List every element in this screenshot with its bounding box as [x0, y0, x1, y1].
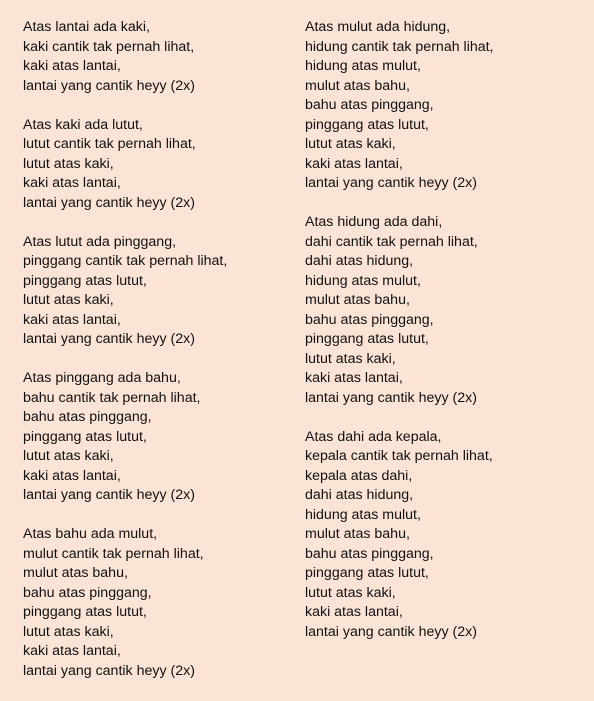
lyric-line: pinggang cantik tak pernah lihat,: [23, 253, 228, 269]
lyric-line: mulut atas bahu,: [305, 77, 410, 94]
lyric-line: lantai yang cantik heyy (2x): [305, 175, 477, 191]
stanza: [23, 369, 293, 506]
lyric-line: dahi atas hidung,: [305, 253, 414, 269]
lyric-line: kaki atas lantai,: [23, 467, 121, 484]
lyric-line: mulut cantik tak pernah lihat,: [23, 545, 204, 562]
lyric-line: Atas lantai ada kaki,: [23, 19, 150, 35]
lyric-line: kaki atas lantai,: [23, 643, 121, 659]
stanza: [23, 233, 293, 350]
lyric-line: Atas dahi ada kepala,: [305, 428, 442, 445]
stanza: [23, 116, 293, 214]
lyric-line: hidung atas mulut,: [305, 272, 421, 289]
lyric-line: hidung atas mulut,: [305, 58, 421, 74]
lyric-line: pinggang atas lutut,: [305, 116, 429, 133]
lyric-line: bahu cantik tak pernah lihat,: [23, 389, 201, 406]
lyric-line: mulut atas bahu,: [305, 526, 410, 542]
lyric-line: Atas kaki ada lutut,: [23, 116, 143, 133]
lyric-line: dahi cantik tak pernah lihat,: [305, 233, 478, 250]
lyric-line: kepala atas dahi,: [305, 467, 413, 484]
lyric-line: lantai yang cantik heyy (2x): [23, 487, 195, 503]
lyric-line: pinggang atas lutut,: [305, 331, 429, 347]
lyric-line: pinggang atas lutut,: [23, 604, 147, 620]
lyric-line: pinggang atas lutut,: [23, 428, 147, 445]
lyric-line: kaki atas lantai,: [305, 155, 403, 172]
lyric-line: Atas hidung ada dahi,: [305, 214, 443, 230]
lyric-line: bahu atas pinggang,: [23, 409, 152, 425]
lyric-line: pinggang atas lutut,: [23, 272, 147, 289]
stanza: [305, 213, 585, 408]
lyric-line: bahu atas pinggang,: [305, 545, 434, 562]
lyric-line: kaki atas lantai,: [305, 370, 403, 386]
lyric-line: mulut atas bahu,: [305, 292, 410, 308]
lyric-line: bahu atas pinggang,: [305, 97, 434, 113]
stanza: [23, 18, 293, 96]
lyric-line: Atas pinggang ada bahu,: [23, 370, 181, 386]
lyric-line: bahu atas pinggang,: [23, 584, 152, 601]
lyric-line: lantai yang cantik heyy (2x): [305, 389, 477, 406]
lyric-line: kaki cantik tak pernah lihat,: [23, 38, 195, 55]
lyric-line: lutut cantik tak pernah lihat,: [23, 136, 196, 152]
lyric-line: lutut atas kaki,: [23, 292, 114, 308]
lyric-line: Atas bahu ada mulut,: [23, 526, 158, 542]
lyric-line: lantai yang cantik heyy (2x): [23, 662, 195, 679]
lyric-line: lutut atas kaki,: [23, 448, 114, 464]
lyric-line: lantai yang cantik heyy (2x): [23, 77, 195, 94]
lyric-line: lutut atas kaki,: [305, 584, 396, 601]
lyric-line: lantai yang cantik heyy (2x): [23, 194, 195, 211]
lyric-line: kaki atas lantai,: [305, 604, 403, 620]
lyric-line: mulut atas bahu,: [23, 565, 128, 581]
lyric-line: kaki atas lantai,: [23, 175, 121, 191]
lyric-line: hidung atas mulut,: [305, 506, 421, 523]
lyric-line: pinggang atas lutut,: [305, 565, 429, 581]
stanza: [305, 18, 585, 194]
lyric-line: lutut atas kaki,: [305, 350, 396, 367]
lyric-line: dahi atas hidung,: [305, 487, 414, 503]
stanza: [305, 428, 585, 643]
lyric-line: Atas lutut ada pinggang,: [23, 233, 177, 250]
lyric-line: kaki atas lantai,: [23, 311, 121, 328]
lyric-line: lantai yang cantik heyy (2x): [23, 331, 195, 347]
lyric-line: lutut atas kaki,: [23, 623, 114, 640]
lyric-line: Atas mulut ada hidung,: [305, 19, 451, 35]
lyric-line: hidung cantik tak pernah lihat,: [305, 38, 494, 55]
stanza: [23, 525, 293, 681]
lyrics-column-right: [305, 18, 585, 662]
lyric-line: lutut atas kaki,: [23, 155, 114, 172]
lyric-line: kepala cantik tak pernah lihat,: [305, 448, 493, 464]
lyrics-column-left: [23, 18, 293, 701]
lyric-line: bahu atas pinggang,: [305, 311, 434, 328]
lyric-line: lutut atas kaki,: [305, 136, 396, 152]
lyric-line: kaki atas lantai,: [23, 58, 121, 74]
lyric-line: lantai yang cantik heyy (2x): [305, 623, 477, 640]
